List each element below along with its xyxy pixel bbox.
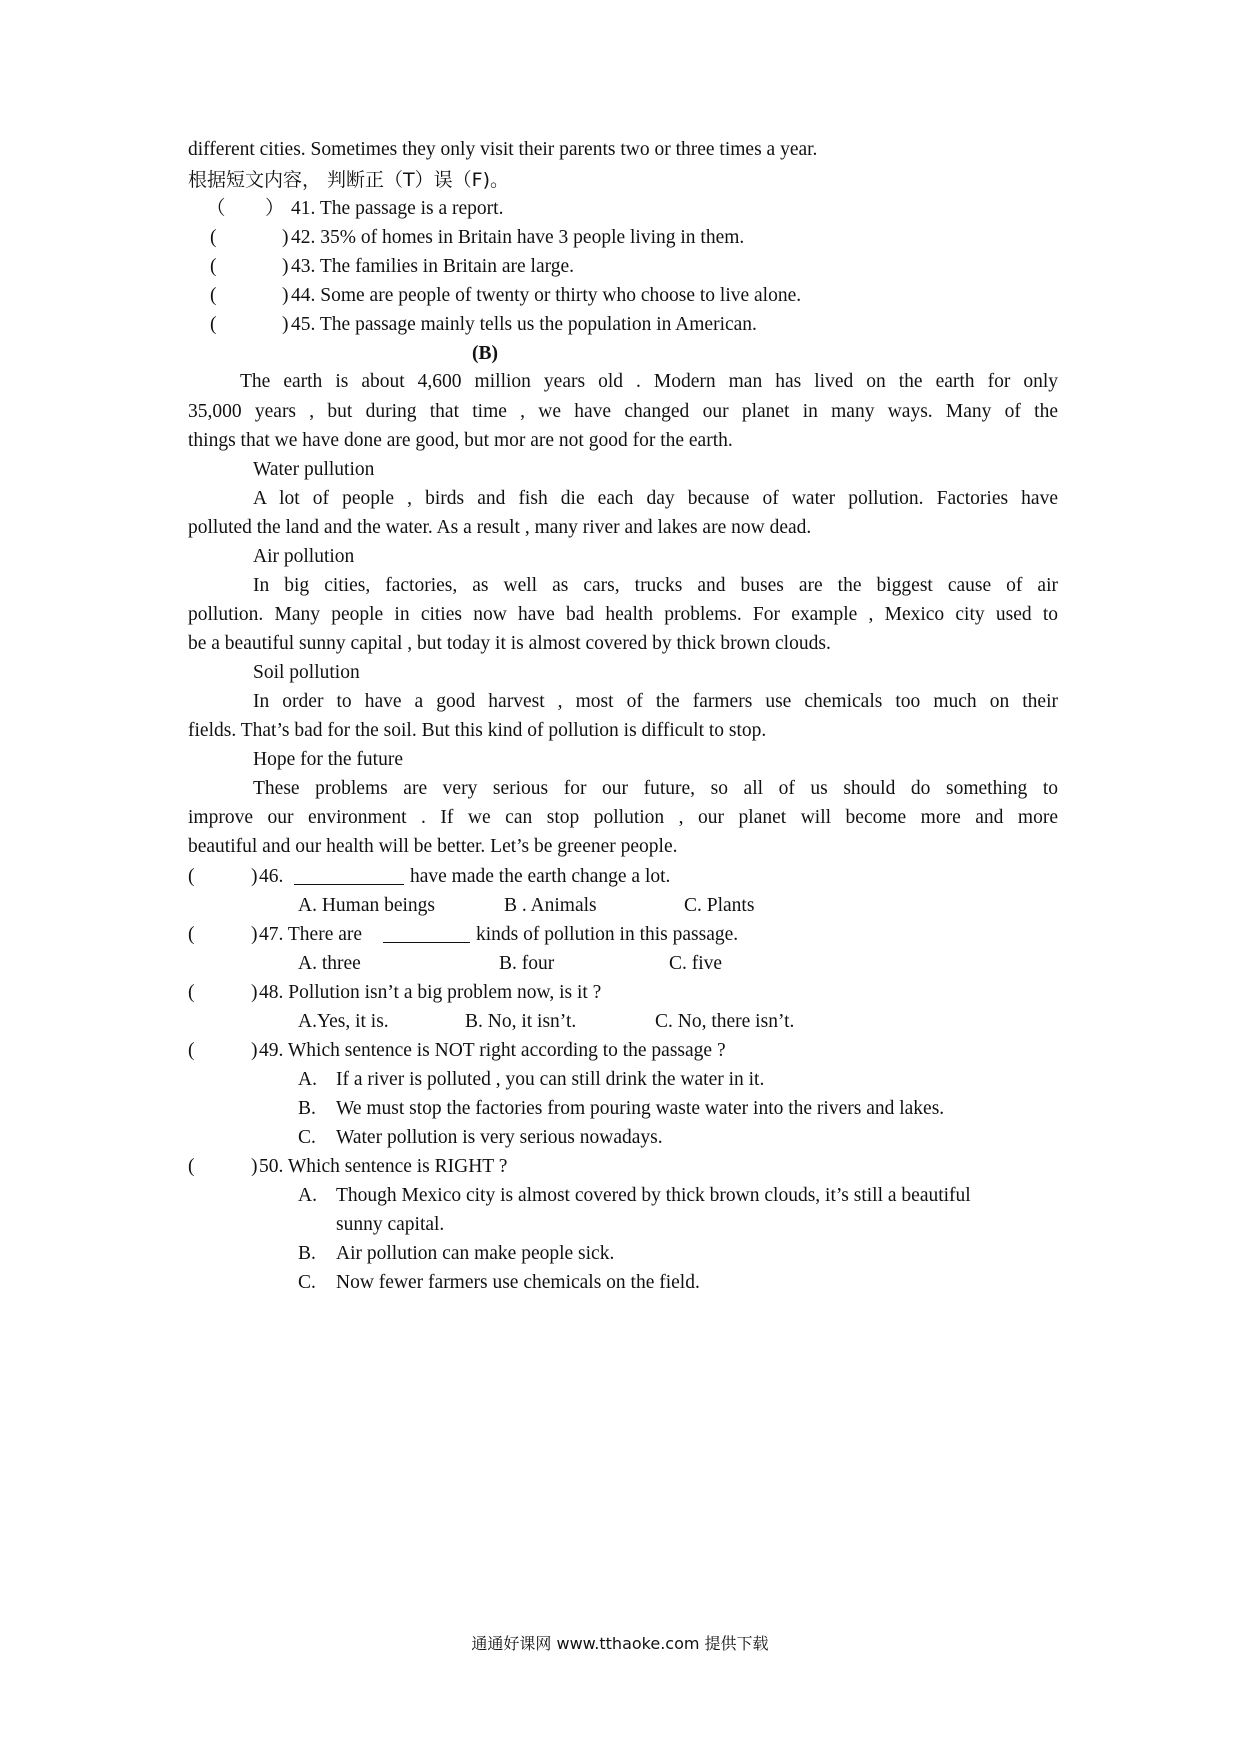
answer-paren-close: ) [282,314,289,335]
passage-line: beautiful and our health will be better. Let’s be greener people. [188,836,678,857]
option-a: A. Human beings [298,895,436,916]
option-c: C. Plants [684,895,755,916]
answer-paren-open: ( [188,1040,195,1061]
option-a-continued: sunny capital. [336,1214,445,1235]
tf-instruction: 根据短文内容， 判断正（T）误（F)。 [188,169,509,191]
passage-line: improve our environment . If we can stop pollution , our planet will become more and more [188,807,1058,828]
fill-blank [294,866,404,885]
subheading-air: Air pollution [253,546,355,567]
answer-paren-open: ( [188,1156,195,1177]
answer-paren-close: ) [251,1040,258,1061]
subheading-soil: Soil pollution [253,662,360,683]
answer-paren-close: ) [282,285,289,306]
question-text: 50. Which sentence is RIGHT ? [259,1156,508,1177]
question-text: 49. Which sentence is NOT right according to the passage ? [259,1040,726,1061]
option-a-label: A. [298,1185,317,1206]
question-text: 45. The passage mainly tells us the population in American. [291,314,757,335]
question-text: kinds of pollution in this passage. [476,924,739,945]
option-a: If a river is polluted , you can still drink the water in it. [336,1069,765,1090]
option-b: B. four [499,953,555,974]
passage-line: fields. That’s bad for the soil. But this kind of pollution is difficult to stop. [188,720,767,741]
option-b: We must stop the factories from pouring waste water into the rivers and lakes. [336,1098,945,1119]
option-a: A.Yes, it is. [298,1011,389,1032]
subheading-hope: Hope for the future [253,749,403,770]
answer-paren-close: ) [251,866,258,887]
option-a-label: A. [298,1069,317,1090]
answer-paren-open: （ [206,198,226,219]
option-b: B . Animals [504,895,597,916]
passage-line: In big cities, factories, as well as cars, trucks and buses are the biggest cause of air [253,575,1058,596]
passage-line: things that we have done are good, but mor are not good for the earth. [188,430,733,451]
option-c: Water pollution is very serious nowadays. [336,1127,663,1148]
option-c-label: C. [298,1272,316,1293]
option-b-label: B. [298,1243,316,1264]
question-text: have made the earth change a lot. [410,866,671,887]
answer-paren-close: ) [251,924,258,945]
option-a: Though Mexico city is almost covered by thick brown clouds, it’s still a beautiful [336,1185,971,1206]
option-b: Air pollution can make people sick. [336,1243,615,1264]
passage-line: pollution. Many people in cities now have bad health problems. For example , Mexico city used to [188,604,1058,625]
answer-paren-open: ( [210,256,217,277]
question-text: 43. The families in Britain are large. [291,256,575,277]
page-footer: 通通好课网 www.tthaoke.com 提供下载 [471,1634,769,1653]
question-text: 41. The passage is a report. [291,198,504,219]
question-text: 44. Some are people of twenty or thirty who choose to live alone. [291,285,802,306]
passage-line: These problems are very serious for our future, so all of us should do something to [253,778,1058,799]
question-text: 42. 35% of homes in Britain have 3 people living in them. [291,227,745,248]
passage-line: 35,000 years , but during that time , we have changed our planet in many ways. Many of the [188,401,1058,422]
answer-paren-open: ( [188,982,195,1003]
fill-blank [383,924,470,943]
passage-line: polluted the land and the water. As a result , many river and lakes are now dead. [188,517,812,538]
passage-line: In order to have a good harvest , most of the farmers use chemicals too much on their [253,691,1058,712]
option-b-label: B. [298,1098,316,1119]
carryover-line: different cities. Sometimes they only visit their parents two or three times a year. [188,139,818,160]
option-c: C. five [669,953,723,974]
passage-line: be a beautiful sunny capital , but today it is almost covered by thick brown clouds. [188,633,831,654]
option-c: C. No, there isn’t. [655,1011,795,1032]
answer-paren-open: ( [188,924,195,945]
answer-paren-open: ( [210,227,217,248]
answer-paren-open: ( [210,285,217,306]
answer-paren-open: ( [210,314,217,335]
option-a: A. three [298,953,361,974]
question-text: 47. There are [259,924,363,945]
passage-line: The earth is about 4,600 million years old . Modern man has lived on the earth for only [240,371,1058,392]
question-number: 46. [259,866,284,887]
option-c: Now fewer farmers use chemicals on the field. [336,1272,700,1293]
answer-paren-close: ) [251,982,258,1003]
question-text: 48. Pollution isn’t a big problem now, is it ? [259,982,602,1003]
answer-paren-close: ) [282,227,289,248]
subheading-water: Water pullution [253,459,375,480]
answer-paren-close: ) [251,1156,258,1177]
section-heading-b: (B) [472,343,498,364]
option-c-label: C. [298,1127,316,1148]
option-b: B. No, it isn’t. [465,1011,577,1032]
answer-paren-open: ( [188,866,195,887]
answer-paren-close: ） [265,198,285,219]
answer-paren-close: ) [282,256,289,277]
passage-line: A lot of people , birds and fish die each day because of water pollution. Factories have [253,488,1058,509]
